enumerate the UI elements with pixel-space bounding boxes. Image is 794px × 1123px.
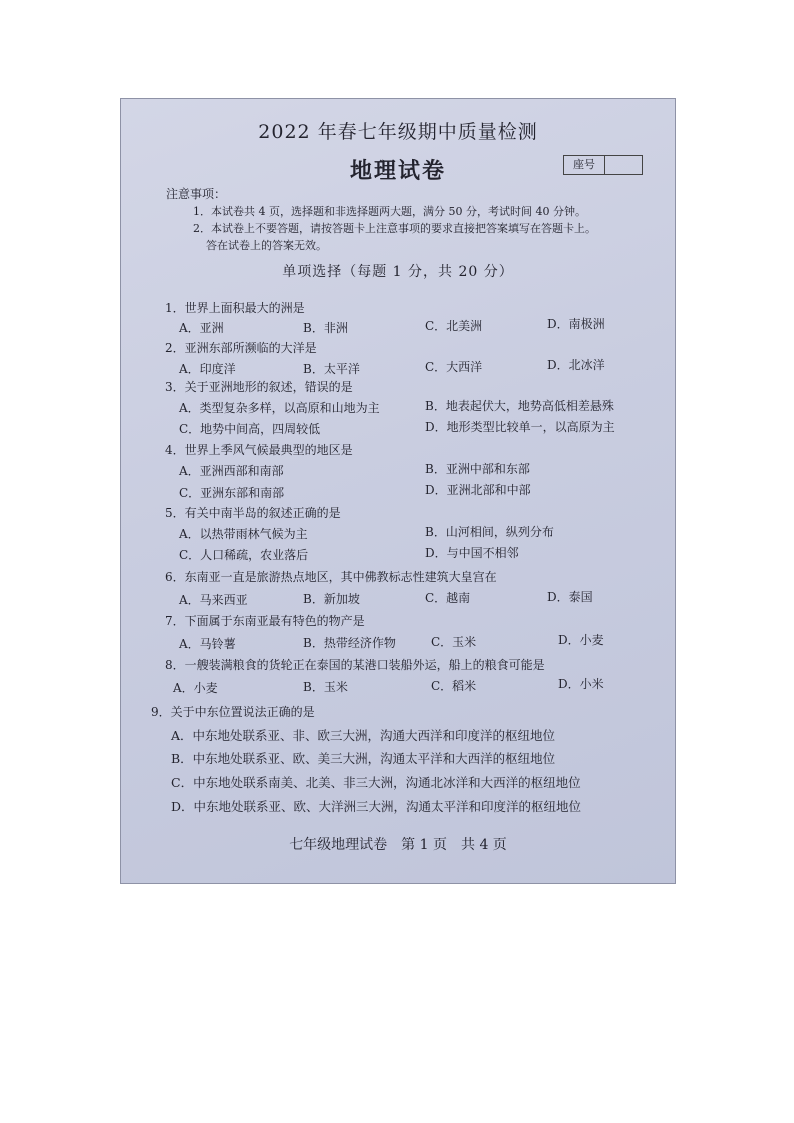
question-stem: 6．东南亚一直是旅游热点地区，其中佛教标志性建筑大皇宫在 <box>165 570 497 584</box>
question-option: B．热带经济作物 <box>303 636 396 650</box>
question-option: A．印度洋 <box>179 362 236 376</box>
question-stem: 2．亚洲东部所濒临的大洋是 <box>165 341 317 355</box>
question-option: B．非洲 <box>303 321 348 335</box>
question-option: A．亚洲 <box>179 321 224 335</box>
question-option: C．人口稀疏，农业落后 <box>179 548 309 562</box>
question-option: D．泰国 <box>547 590 593 604</box>
notice-item: 2．本试卷上不要答题，请按答题卡上注意事项的要求直接把答案填写在答题卡上。 <box>193 222 596 235</box>
question-option: B．玉米 <box>303 680 348 694</box>
question-option: B．新加坡 <box>303 592 360 606</box>
question-option: B．山河相间，纵列分布 <box>425 525 554 539</box>
exam-subtitle: 地理试卷 <box>349 158 446 184</box>
notice-item: 1．本试卷共 4 页，选择题和非选择题两大题，满分 50 分，考试时间 40 分钟。 <box>193 205 586 218</box>
question-option: D．地形类型比较单一，以高原为主 <box>425 420 615 434</box>
question-stem: 8．一艘装满粮食的货轮正在泰国的某港口装船外运，船上的粮食可能是 <box>165 658 545 672</box>
question-option: A．马铃薯 <box>179 637 236 651</box>
question-option: C．中东地处联系南美、北美、非三大洲，沟通北冰洋和大西洋的枢纽地位 <box>171 775 581 790</box>
question-option: B．地表起伏大，地势高低相差悬殊 <box>425 399 614 413</box>
question-stem: 7．下面属于东南亚最有特色的物产是 <box>165 614 365 628</box>
question-option: C．玉米 <box>431 635 477 649</box>
question-option: B．太平洋 <box>303 362 360 376</box>
question-option: B．亚洲中部和东部 <box>425 462 530 476</box>
seat-number-box <box>563 155 643 175</box>
notice-item: 答在试卷上的答案无效。 <box>206 239 327 252</box>
question-stem: 3．关于亚洲地形的叙述，错误的是 <box>165 380 353 394</box>
question-stem: 4．世界上季风气候最典型的地区是 <box>165 443 353 457</box>
question-option: A．类型复杂多样，以高原和山地为主 <box>179 401 380 415</box>
question-stem: 9．关于中东位置说法正确的是 <box>151 705 315 719</box>
question-option: D．小麦 <box>558 633 604 647</box>
question-stem: 5．有关中南半岛的叙述正确的是 <box>165 506 341 520</box>
question-option: A．亚洲西部和南部 <box>179 464 284 478</box>
question-option: D．中东地处联系亚、欧、大洋洲三大洲，沟通太平洋和印度洋的枢纽地位 <box>171 799 582 814</box>
question-option: A．以热带雨林气候为主 <box>179 527 308 541</box>
question-option: D．南极洲 <box>547 317 605 331</box>
question-option: C．越南 <box>425 591 471 605</box>
question-option: C．大西洋 <box>425 360 483 374</box>
question-option: C．亚洲东部和南部 <box>179 486 285 500</box>
question-option: D．北冰洋 <box>547 358 605 372</box>
section-title: 单项选择（每题 1 分，共 20 分） <box>282 264 514 280</box>
question-option: C．北美洲 <box>425 319 483 333</box>
question-option: B．中东地处联系亚、欧、美三大洲，沟通太平洋和大西洋的枢纽地位 <box>171 751 556 766</box>
notice-heading: 注意事项： <box>166 187 227 201</box>
exam-title: 2022 年春七年级期中质量检测 <box>258 121 538 143</box>
seat-label: 座号 <box>564 156 605 174</box>
exam-paper-photo <box>120 98 676 884</box>
question-option: D．亚洲北部和中部 <box>425 483 531 497</box>
page-footer: 七年级地理试卷 第 1 页 共 4 页 <box>289 837 507 853</box>
question-option: D．小米 <box>558 677 604 691</box>
question-option: C．地势中间高，四周较低 <box>179 422 321 436</box>
question-option: A．小麦 <box>173 681 218 695</box>
question-option: A．马来西亚 <box>179 593 248 607</box>
question-stem: 1．世界上面积最大的洲是 <box>165 301 305 315</box>
question-option: C．稻米 <box>431 679 477 693</box>
question-option: D．与中国不相邻 <box>425 546 519 560</box>
question-option: A．中东地处联系亚、非、欧三大洲，沟通大西洋和印度洋的枢纽地位 <box>171 728 556 743</box>
